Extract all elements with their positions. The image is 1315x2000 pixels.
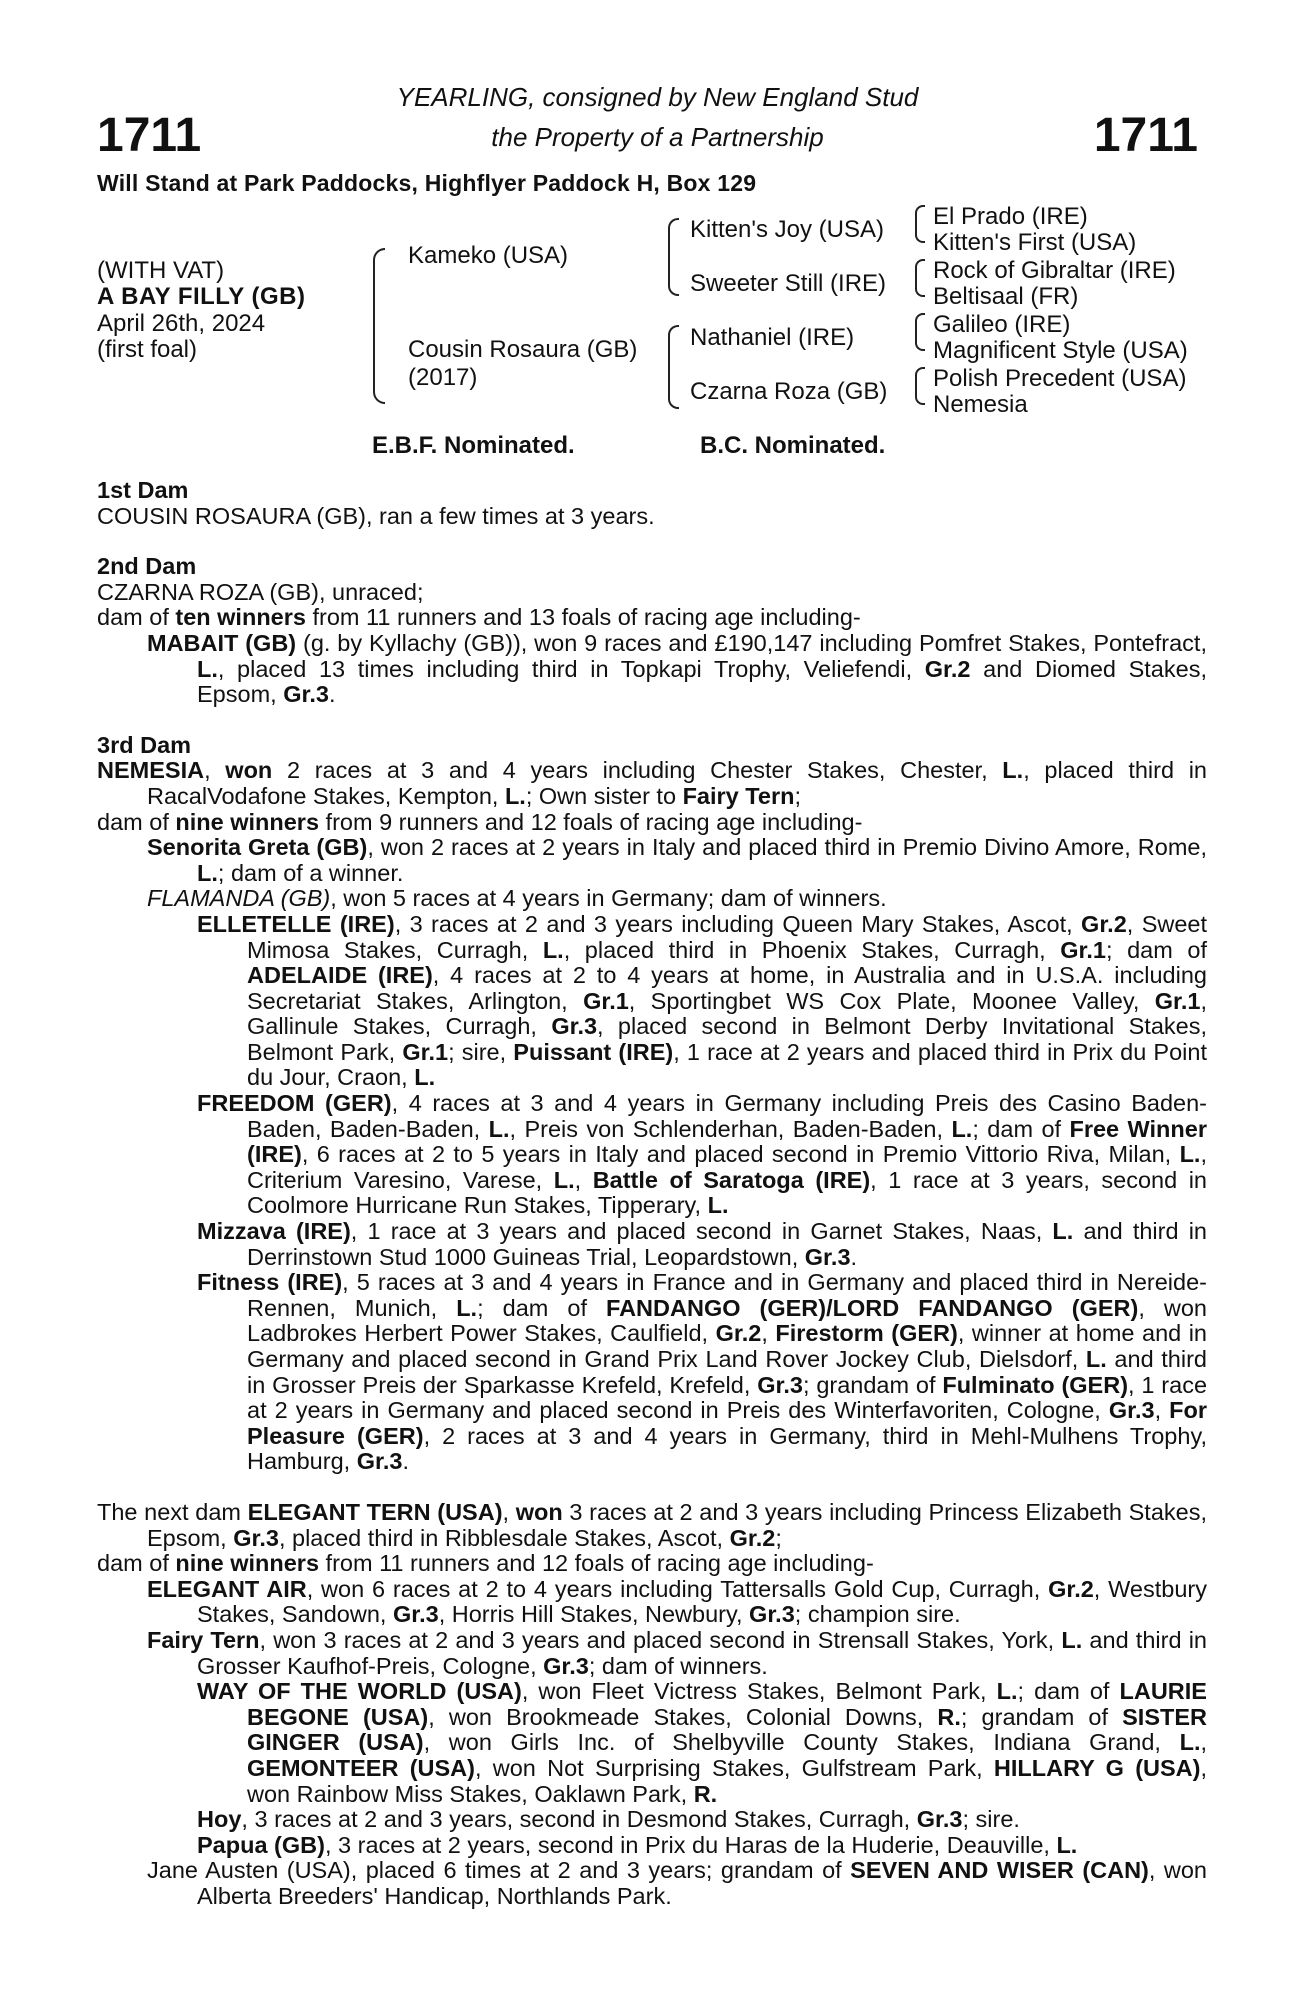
grandsire-4: Czarna Roza (GB) — [690, 378, 888, 405]
nemesia-entry: NEMESIA, won 2 races at 3 and 4 years including Chester Stakes, Chester, L., placed third in RacalVodafone Stakes, Kempton, L.; Own sister to Fairy Tern; — [97, 757, 1208, 809]
first-dam-text: COUSIN ROSAURA (GB), ran a few times at 3 years. — [97, 502, 655, 529]
second-dam-heading: 2nd Dam — [97, 553, 197, 580]
second-dam-name: CZARNA ROZA (GB), unraced; — [97, 578, 424, 605]
nemesia-produce: dam of nine winners from 9 runners and 12 foals of racing age including- — [97, 808, 863, 835]
great-grandsire-3: Rock of Gibraltar (IRE) — [933, 257, 1176, 284]
pedigree-brace-gs4 — [915, 367, 925, 405]
consignment-line: YEARLING, consigned by New England Stud — [396, 82, 919, 112]
stand-location: Will Stand at Park Paddocks, Highflyer Paddock H, Box 129 — [97, 170, 757, 196]
great-grandsire-1: El Prado (IRE) — [933, 203, 1088, 230]
dam-name: Cousin Rosaura (GB) — [408, 336, 638, 363]
bc-nomination: B.C. Nominated. — [700, 432, 886, 459]
flamanda-entry: FLAMANDA (GB), won 5 races at 4 years in Germany; dam of winners. — [147, 885, 887, 912]
way-of-the-world-entry: WAY OF THE WORLD (USA), won Fleet Victress Stakes, Belmont Park, L.; dam of LAURIE BEGONE (USA), won Brookmeade Stakes, Colonial Downs, R.; grandam of SISTER GINGER (USA), won Girls Inc. of Shelbyville County Stakes, Indiana Grand, L., GEMONTEER (USA), won Not Surprising Stakes, Gulfstream Park, HILLARY G (USA), won Rainbow Miss Stakes, Oaklawn Park, R. — [197, 1678, 1208, 1807]
lot-number-right: 1711 — [1093, 109, 1198, 162]
senorita-greta-entry: Senorita Greta (GB), won 2 races at 2 years in Italy and placed third in Premio Divino Amore, Rome, L.; dam of a winner. — [147, 834, 1207, 886]
vat-note: (WITH VAT) — [97, 257, 225, 284]
first-dam-heading: 1st Dam — [97, 477, 189, 503]
elegant-tern-entry: The next dam ELEGANT TERN (USA), won 3 races at 2 and 3 years including Princess Elizabeth Stakes, Epsom, Gr.3, placed third in Ribblesdale Stakes, Ascot, Gr.2; — [97, 1498, 1208, 1551]
pedigree-brace-gs2 — [915, 259, 925, 297]
fairy-tern-entry: Fairy Tern, won 3 races at 2 and 3 years and placed second in Strensall Stakes, York, L. and third in Grosser Kaufhof-Preis, Cologne, Gr.3; dam of winners. — [147, 1626, 1207, 1679]
elletelle-entry: ELLETELLE (IRE), 3 races at 2 and 3 years including Queen Mary Stakes, Ascot, Gr.2, Sweet Mimosa Stakes, Curragh, L., placed third in Phoenix Stakes, Curragh, Gr.1; dam of ADELAIDE (IRE), 4 races at 2 to 4 years at home, in Australia and in U.S.A. including Secretariat Stakes, Arlington, Gr.1, Sportingbet WS Cox Plate, Moonee Valley, Gr.1, Gallinule Stakes, Curragh, Gr.3, placed second in Belmont Derby Invitational Stakes, Belmont Park, Gr.1; sire, Puissant (IRE), 1 race at 2 years and placed third in Prix du Point du Jour, Craon, L. — [197, 910, 1208, 1091]
hoy-entry: Hoy, 3 races at 2 and 3 years, second in Desmond Stakes, Curragh, Gr.3; sire. — [197, 1806, 1020, 1833]
elegant-air-entry: ELEGANT AIR, won 6 races at 2 to 4 years including Tattersalls Gold Cup, Curragh, Gr.2, Westbury Stakes, Sandown, Gr.3, Horris Hill Stakes, Newbury, Gr.3; champion sire. — [147, 1575, 1207, 1628]
property-line: the Property of a Partnership — [491, 122, 824, 152]
dam-year: (2017) — [408, 364, 478, 391]
grandsire-1: Kitten's Joy (USA) — [690, 216, 884, 243]
jane-austen-entry: Jane Austen (USA), placed 6 times at 2 and 3 years; grandam of SEVEN AND WISER (CAN), won Alberta Breeders' Handicap, Northlands Park. — [147, 1857, 1207, 1909]
foaling-date: April 26th, 2024 — [97, 310, 266, 337]
great-grandsire-8: Nemesia — [933, 391, 1028, 418]
second-dam-produce: dam of ten winners from 11 runners and 13 foals of racing age including- — [97, 604, 861, 631]
pedigree-brace-gs3 — [915, 313, 925, 351]
great-grandsire-2: Kitten's First (USA) — [933, 229, 1137, 256]
pedigree-brace-gs1 — [915, 205, 925, 243]
grandsire-2: Sweeter Still (IRE) — [690, 270, 887, 297]
great-grandsire-5: Galileo (IRE) — [933, 311, 1071, 338]
lot-number-left: 1711 — [97, 109, 202, 162]
dam-sections — [97, 478, 1207, 1909]
third-dam-heading: 3rd Dam — [97, 731, 192, 758]
pedigree-brace-main — [373, 248, 385, 404]
fitness-entry: Fitness (IRE), 5 races at 3 and 4 years in France and in Germany and placed third in Nereide-Rennen, Munich, L.; dam of FANDANGO (GER)/LORD FANDANGO (GER), won Ladbrokes Herbert Power Stakes, Caulfield, Gr.2, Firestorm (GER), winner at home and in Germany and placed second in Grand Prix Land Rover Jockey Club, Dielsdorf, L. and third in Grosser Preis der Sparkasse Krefeld, Krefeld, Gr.3; grandam of Fulminato (GER), 1 race at 2 years in Germany and placed second in Preis des Winterfavoriten, Cologne, Gr.3, For Pleasure (GER), 2 races at 3 and 4 years in Germany, third in Mehl-Mulhens Trophy, Hamburg, Gr.3. — [197, 1269, 1208, 1475]
pedigree-brace-dam — [668, 325, 679, 409]
freedom-entry: FREEDOM (GER), 4 races at 3 and 4 years in Germany including Preis des Casino Baden-Baden, Baden-Baden, L., Preis von Schlenderhan, Baden-Baden, L.; dam of Free Winner (IRE), 6 races at 2 to 5 years in Italy and placed second in Premio Vittorio Riva, Milan, L., Criterium Varesino, Varese, L., Battle of Saratoga (IRE), 1 race at 3 years, second in Coolmore Hurricane Run Stakes, Tipperary, L. — [197, 1090, 1207, 1219]
grandsire-3: Nathaniel (IRE) — [690, 324, 855, 351]
papua-entry: Papua (GB), 3 races at 2 years, second in Prix du Haras de la Huderie, Deauville, L. — [197, 1831, 1078, 1858]
ebf-nomination: E.B.F. Nominated. — [372, 432, 575, 459]
mizzava-entry: Mizzava (IRE), 1 race at 3 years and placed second in Garnet Stakes, Naas, L. and third in Derrinstown Stud 1000 Guineas Trial, Leopardstown, Gr.3. — [197, 1218, 1207, 1270]
horse-name: A BAY FILLY (GB) — [97, 283, 306, 310]
foal-note: (first foal) — [97, 336, 198, 363]
great-grandsire-4: Beltisaal (FR) — [933, 283, 1079, 310]
elegant-tern-produce: dam of nine winners from 11 runners and 12 foals of racing age including- — [97, 1550, 874, 1577]
pedigree-brace-sire — [668, 218, 679, 296]
sire-name: Kameko (USA) — [408, 242, 569, 269]
mabait-entry: MABAIT (GB) (g. by Kyllachy (GB)), won 9 races and £190,147 including Pomfret Stakes, Pontefract, L., placed 13 times including third in Topkapi Trophy, Veliefendi, Gr.2 and Diomed Stakes, Epsom, Gr.3. — [147, 629, 1207, 708]
great-grandsire-6: Magnificent Style (USA) — [933, 337, 1188, 364]
great-grandsire-7: Polish Precedent (USA) — [933, 365, 1187, 392]
